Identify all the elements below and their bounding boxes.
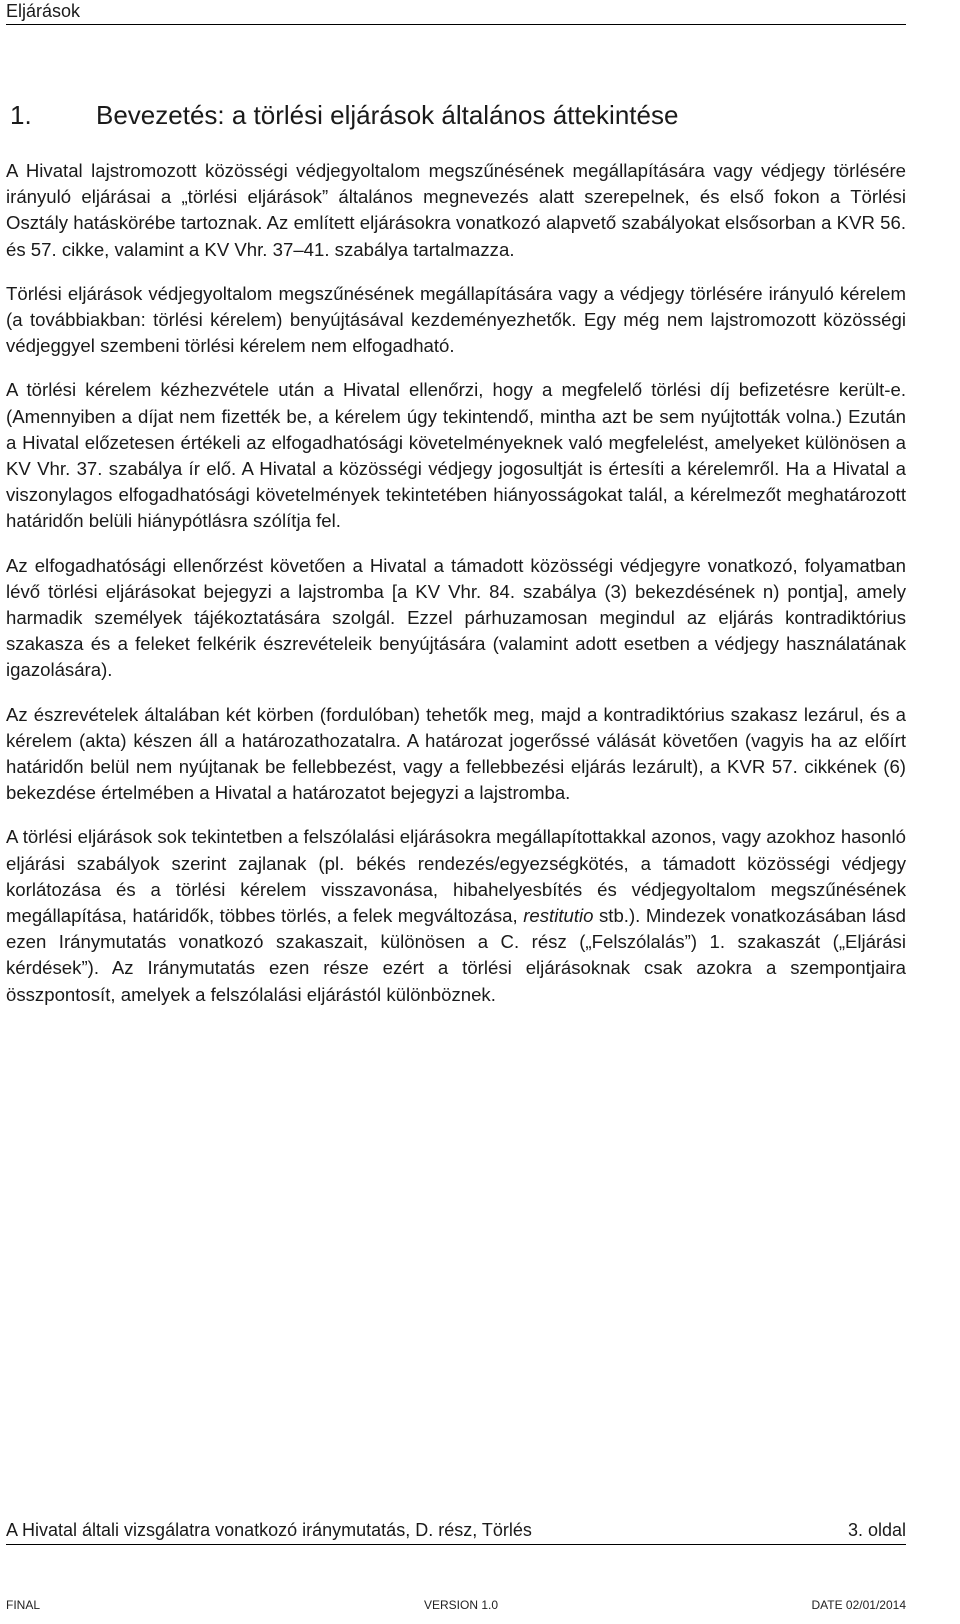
header-title: Eljárások: [6, 1, 81, 21]
status-final: FINAL: [6, 1598, 41, 1612]
paragraph-2: Törlési eljárások védjegyoltalom megszűnésének megállapítására vagy a védjegy törlésére irányuló kérelem (a továbbiakban: törlési kérelem) benyújtásával kezdeményezhetők. Egy még nem lajstromozott közösségi védjeggyel szembeni törlési kérelem nem elfogadható.: [6, 282, 906, 357]
paragraph-5: Az észrevételek általában két körben (fordulóban) tehetők meg, majd a kontradiktórius szakasz lezárul, és a kérelem (akta) készen áll a határozathozatalra. A határozat jogerőssé válását követően (vagyis ha az előírt határidőn belül nem nyújtanak be fellebbezést, vagy a fellebbezési eljárás lezárult), a KVR 57. cikkének (6) bekezdése értelmében a Hivatal a határozatot bejegyzi a lajstromba.: [6, 703, 906, 804]
section-title: Bevezetés: a törlési eljárások általános áttekintése: [96, 100, 679, 130]
footer-page-number: 3. oldal: [847, 1520, 906, 1540]
status-version: VERSION 1.0: [424, 1598, 499, 1612]
document-body: [6, 158, 906, 1026]
paragraph-6-part-1: A törlési eljárások sok tekintetben a felszólalási eljárásokra megállapítottakkal azonos, vagy azokhoz hasonló eljárási szabályok szerint zajlanak (pl. békés rendezés/egyezségkötés, a támadott közösségi védjegy korlátozása és a törlési kérelem visszavonása, hibahelyesbítés és védjegyoltalom megszűnésének megállapítása, határidők, többes törlés, a felek megváltozása,: [6, 826, 906, 927]
paragraph-4: Az elfogadhatósági ellenőrzést követően a Hivatal a támadott közösségi védjegyre vonatkozó, folyamatban lévő törlési eljárásokat bejegyzi a lajstromba [a KV Vhr. 84. szabálya (3) bekezdésének n) pontja], amely harmadik személyek tájékoztatására szolgál. Ezzel párhuzamosan megindul az eljárás kontradiktórius szakasza és a feleket felkérik észrevételeik benyújtására (valamint adott esetben a védjegy használatának igazolására).: [6, 554, 906, 681]
section-number: 1.: [10, 100, 32, 130]
paragraph-6-italic: restitutio: [523, 905, 594, 927]
paragraph-6-part-2: stb.). Mindezek vonatkozásában lásd ezen Iránymutatás vonatkozó szakaszait, különösen a C. rész („Felszólalás”) 1. szakaszát („Eljárási kérdések”). Az Iránymutatás ezen része ezért a törlési eljárásoknak csak azokra a szempontjaira összpontosít, amelyek a felszólalási eljárástól különböznek.: [6, 905, 906, 1005]
page-header: [6, 0, 906, 25]
section-heading: [10, 100, 678, 131]
status-date: DATE 02/01/2014: [811, 1598, 906, 1612]
paragraph-3: A törlési kérelem kézhezvétele után a Hivatal ellenőrzi, hogy a megfelelő törlési díj befizetésre került-e. (Amennyiben a díjat nem fizették be, a kérelem úgy tekintendő, mintha azt be sem nyújtották volna.) Ezután a Hivatal előzetesen értékeli az elfogadhatósági követelményeknek való megfelelést, amelyeket különösen a KV Vhr. 37. szabálya ír elő. A Hivatal a közösségi védjegy jogosultját is értesíti a kérelemről. Ha a Hivatal a viszonylagos elfogadhatósági követelmények tekintetében hiányosságokat talál, a kérelmezőt meghatározott határidőn belüli hiánypótlásra szólítja fel.: [6, 379, 906, 532]
paragraph-1: A Hivatal lajstromozott közösségi védjegyoltalom megszűnésének megállapítására vagy védjegy törlésére irányuló eljárásai a „törlési eljárások” általános megnevezés alatt szerepelnek, és első fokon a Törlési Osztály hatáskörébe tartoznak. Az említett eljárásokra vonatkozó alapvető szabályokat elsősorban a KVR 56. és 57. cikke, valamint a KV Vhr. 37–41. szabálya tartalmazza.: [6, 160, 906, 260]
page-footer: [6, 1520, 906, 1545]
footer-document-title: A Hivatal általi vizsgálatra vonatkozó iránymutatás, D. rész, Törlés: [6, 1520, 532, 1540]
version-bar: [6, 1598, 906, 1616]
paragraph-6: [6, 824, 906, 1007]
